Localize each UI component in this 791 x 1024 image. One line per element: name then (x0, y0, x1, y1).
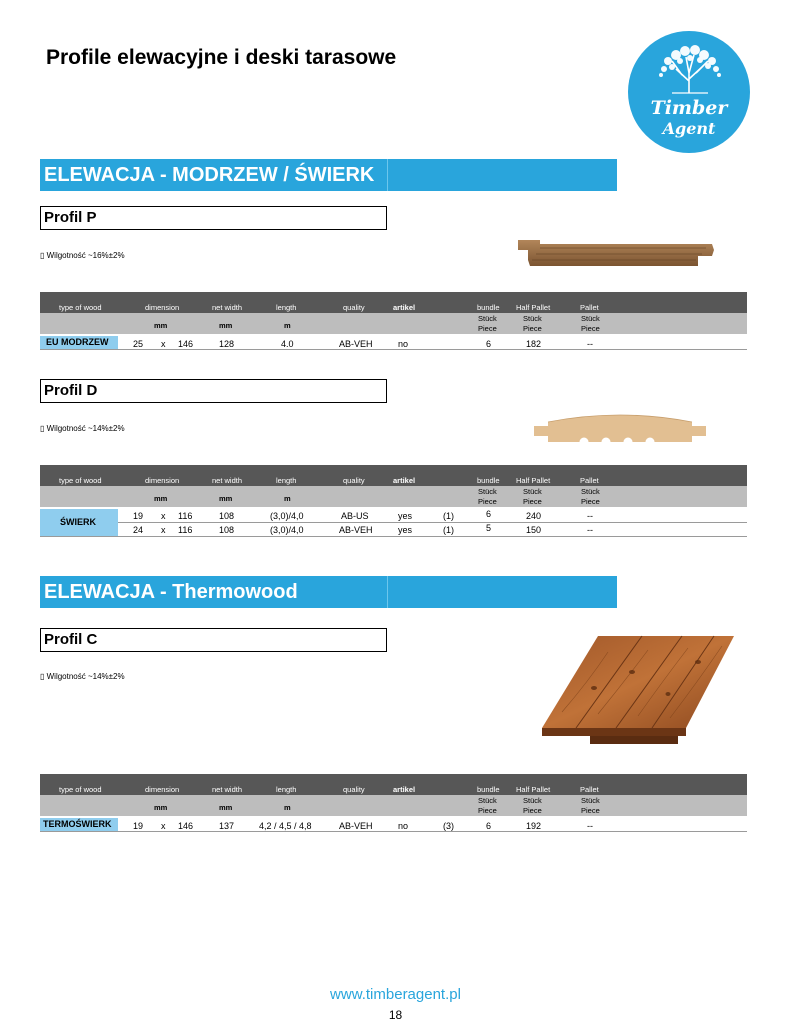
profile-title-label: Profil D (44, 382, 98, 399)
table-header: type of wood dimension net width length quality artikel bundle Half Pallet Pallet (40, 292, 747, 313)
moisture-note: ▯ Wilgotność ~16%±2% (40, 251, 125, 260)
thermowood-boards-image (538, 632, 738, 750)
profile-d-image (532, 412, 710, 446)
table-row: EU MODRZEW 25 x 146 128 4.0 AB-VEH no 6 182 -- (40, 336, 747, 350)
wood-type-cell: EU MODRZEW (40, 336, 118, 350)
table-subheader: mm mm m Stück Piece Stück Piece Stück Piece (40, 486, 747, 507)
profile-title-c (40, 628, 387, 652)
website-link[interactable]: www.timberagent.pl (330, 986, 461, 1003)
moisture-note: ▯ Wilgotność ~14%±2% (40, 672, 125, 681)
profile-title-p (40, 206, 387, 230)
page-number: 18 (388, 1008, 403, 1022)
profile-title-label: Profil C (44, 631, 98, 648)
page-title: Profile elewacyjne i deski tarasowe (46, 46, 397, 69)
table-header: type of wood dimension net width length quality artikel bundle Half Pallet Pallet (40, 465, 747, 486)
section-banner-label: ELEWACJA - Thermowood (44, 581, 298, 603)
wood-type-cell: ŚWIERK (40, 509, 118, 537)
profile-title-d (40, 379, 387, 403)
table-row: TERMOŚWIERK 19 x 146 137 4,2 / 4,5 / 4,8 AB-VEH no (3) 6 192 -- (40, 818, 747, 832)
logo-text-agent: Agent (662, 119, 716, 138)
table-row: 24 x 116 108 (3,0)/4,0 AB-VEH yes (1) 5 150 -- (40, 523, 747, 537)
moisture-note: ▯ Wilgotność ~14%±2% (40, 424, 125, 433)
profile-title-label: Profil P (44, 209, 97, 226)
profile-p-image (516, 236, 716, 268)
section-banner-label: ELEWACJA - MODRZEW / ŚWIERK (44, 164, 375, 186)
section-banner-modrzew-swierk (40, 159, 617, 191)
logo-text-timber: Timber (650, 97, 728, 119)
timber-agent-logo (628, 31, 750, 153)
wood-type-cell: TERMOŚWIERK (40, 818, 118, 832)
table-row: 19 x 116 108 (3,0)/4,0 AB-US yes (1) 6 240 -- (40, 509, 747, 523)
table-header: type of wood dimension net width length quality artikel bundle Half Pallet Pallet (40, 774, 747, 795)
section-banner-thermowood (40, 576, 617, 608)
table-subheader: mm mm m Stück Piece Stück Piece Stück Piece (40, 795, 747, 816)
table-subheader: mm mm m Stück Piece Stück Piece Stück Piece (40, 313, 747, 334)
